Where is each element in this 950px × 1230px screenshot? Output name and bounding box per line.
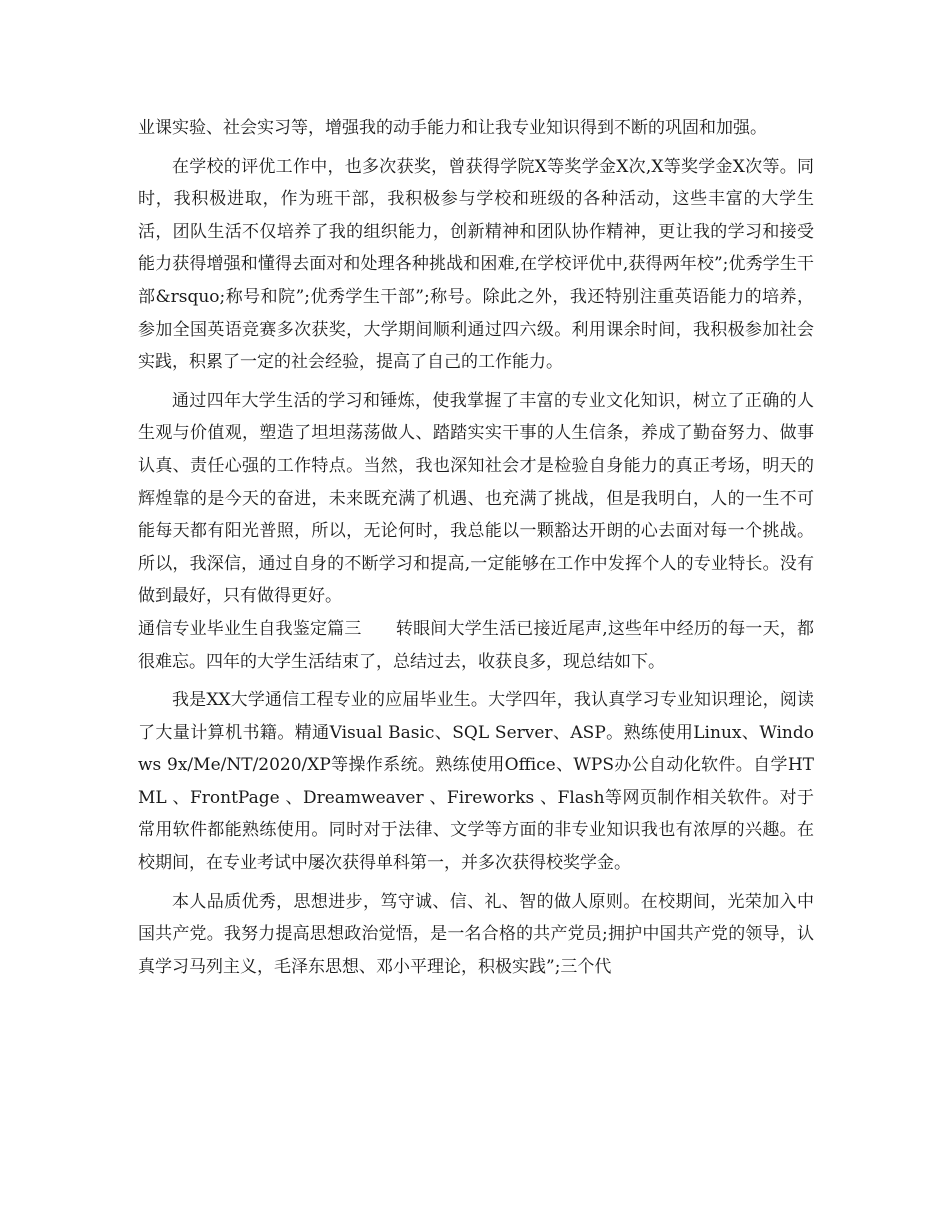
paragraph-skills: 我是XX大学通信工程专业的应届毕业生。大学四年，我认真学习专业知识理论，阅读了大量计算机书籍。精通Visual Basic、SQL Server、ASP。熟练使用Linux、Windows 9x/Me/NT/2020/XP等操作系统。熟练使用Office、WPS办公自动化软件。自学HTML 、FrontPage 、Dreamweaver 、Fireworks 、Flash等网页制作相关软件。对于常用软件都能熟练使用。同时对于法律、文学等方面的非专业知识我也有浓厚的兴趣。在校期间，在专业考试中屡次获得单科第一，并多次获得校奖学金。 bbox=[138, 690, 814, 874]
paragraph-continuation: 业课实验、社会实习等，增强我的动手能力和让我专业知识得到不断的巩固和加强。 bbox=[138, 118, 767, 138]
paragraph-growth: 通过四年大学生活的学习和锤炼，使我掌握了丰富的专业文化知识，树立了正确的人生观与价值观，塑造了坦坦荡荡做人、踏踏实实干事的人生信条，养成了勤奋努力、做事认真、责任心强的工作特点。当然，我也深知社会才是检验自身能力的真正考场，明天的辉煌靠的是今天的奋进，未来既充满了机遇、也充满了挑战，但是我明白，人的一生不可能每天都有阳光普照，所以，无论何时，我总能以一颗豁达开朗的心去面对每一个挑战。所以，我深信，通过自身的不断学习和提高,一定能够在工作中发挥个人的专业特长。没有做到最好，只有做得更好。 bbox=[138, 390, 814, 607]
paragraph-awards: 在学校的评优工作中，也多次获奖，曾获得学院X等奖学金X次,X等奖学金X次等。同时，我积极进取，作为班干部，我积极参与学校和班级的各种活动，这些丰富的大学生活，团队生活不仅培养了我的组织能力，创新精神和团队协作精神，更让我的学习和接受能力获得增强和懂得去面对和处理各种挑战和困难,在学校评优中,获得两年校”;优秀学生干部&rsquo;称号和院”;优秀学生干部”;称号。除此之外，我还特别注重英语能力的培养，参加全国英语竞赛多次获奖，大学期间顺利通过四六级。利用课余时间，我积极参加社会实践，积累了一定的社会经验，提高了自己的工作能力。 bbox=[138, 156, 814, 373]
paragraph-character: 本人品质优秀，思想进步，笃守诚、信、礼、智的做人原则。在校期间，光荣加入中国共产党。我努力提高思想政治觉悟，是一名合格的共产党员;拥护中国共产党的领导，认真学习马列主义，毛泽东思想、邓小平理论，积极实践”;三个代 bbox=[138, 891, 814, 977]
paragraph-section-three-heading: 通信专业毕业生自我鉴定篇三 转眼间大学生活已接近尾声,这些年中经历的每一天，都很难忘。四年的大学生活结束了，总结过去，收获良多，现总结如下。 bbox=[138, 618, 814, 672]
document-page bbox=[138, 112, 814, 983]
